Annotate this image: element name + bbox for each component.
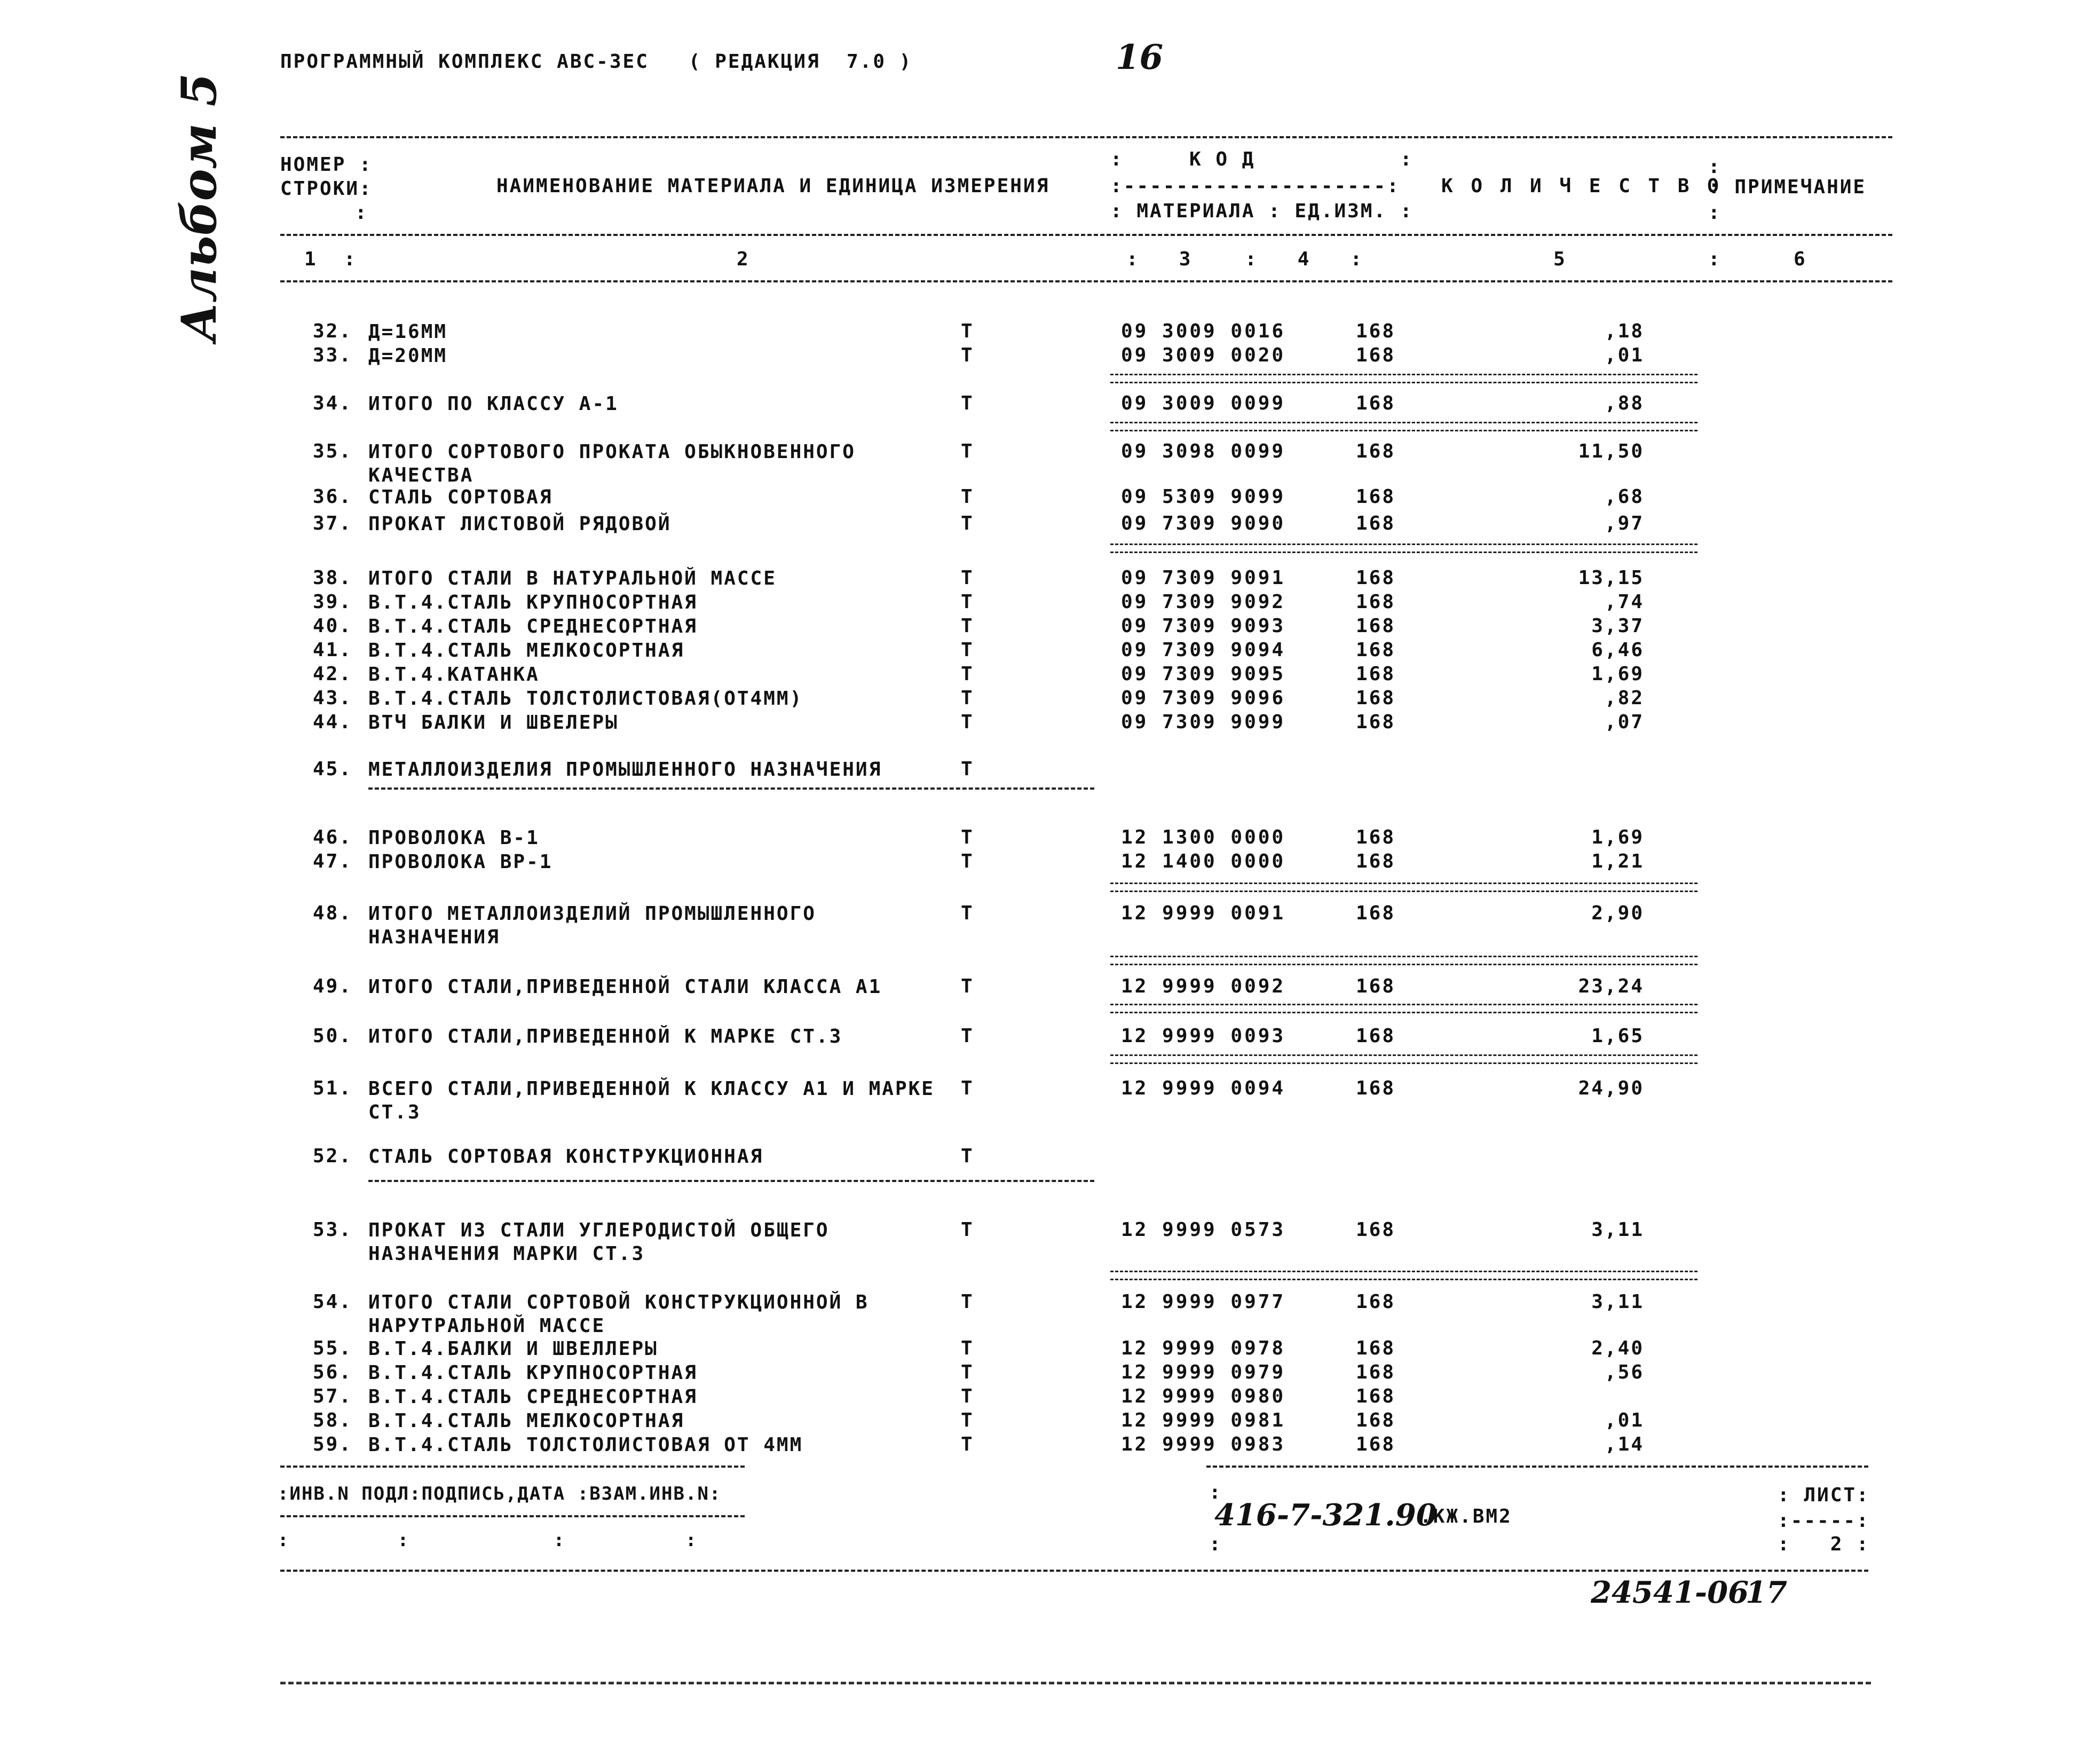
unit-code: 168 [1356, 639, 1396, 661]
row-number: 48. [312, 902, 352, 924]
code-header-bottom: : МАТЕРИАЛА : ЕД.ИЗМ. : [1110, 200, 1414, 222]
material-name: ПРОКАТ ЛИСТОВОЙ РЯДОВОЙ [368, 513, 672, 535]
doc-code-printed: .КЖ.ВМ2 [1420, 1506, 1512, 1527]
unit-code: 168 [1356, 975, 1396, 997]
unit: Т [961, 1291, 974, 1313]
unit: Т [961, 687, 974, 709]
subtotal-rule [1110, 1004, 1698, 1013]
material-code: 12 9999 0093 [1121, 1025, 1286, 1047]
row-number: 39. [312, 591, 352, 613]
note-header-line3: : [1708, 202, 1722, 224]
unit-code: 168 [1356, 1433, 1396, 1455]
unit: Т [961, 1337, 974, 1359]
unit: Т [961, 1145, 974, 1167]
unit-code: 168 [1356, 1385, 1396, 1407]
quantity: ,07 [1604, 711, 1644, 733]
unit-code: 168 [1356, 663, 1396, 685]
row-number: 41. [312, 639, 352, 661]
material-name: ВСЕГО СТАЛИ,ПРИВЕДЕННОЙ К КЛАССУ А1 И МАРКЕ СТ.3 [368, 1078, 935, 1123]
sheet-separator: :-----: [1778, 1510, 1870, 1532]
material-name: ИТОГО СТАЛИ В НАТУРАЛЬНОЙ МАССЕ [368, 568, 777, 589]
unit: Т [961, 826, 974, 848]
quantity: 6,46 [1591, 639, 1644, 661]
unit-code: 168 [1356, 687, 1396, 709]
unit: Т [961, 639, 974, 661]
row-number: 57. [312, 1385, 352, 1407]
material-code: 12 9999 0979 [1121, 1361, 1286, 1383]
row-number: 59. [312, 1433, 352, 1455]
material-code: 12 9999 0092 [1121, 975, 1286, 997]
section-rule [368, 787, 1094, 790]
row-number: 47. [312, 850, 352, 872]
unit-code: 168 [1356, 902, 1396, 924]
unit: Т [961, 567, 974, 589]
material-code: 12 9999 0978 [1121, 1337, 1286, 1359]
row-number: 54. [312, 1291, 352, 1313]
page-bottom-rule [280, 1682, 1871, 1684]
unit-code: 168 [1356, 486, 1396, 508]
row-number: 38. [312, 567, 352, 589]
quantity: ,01 [1604, 344, 1644, 366]
material-name: В.Т.4.СТАЛЬ СРЕДНЕСОРТНАЯ [368, 616, 698, 637]
quantity: 1,65 [1591, 1025, 1644, 1047]
unit-code: 168 [1356, 344, 1396, 366]
quantity: 2,40 [1591, 1337, 1644, 1359]
material-code: 12 9999 0981 [1121, 1409, 1286, 1431]
quantity: 1,69 [1591, 826, 1644, 848]
col2-header: НАИМЕНОВАНИЕ МАТЕРИАЛА И ЕДИНИЦА ИЗМЕРЕНИЯ [496, 175, 1050, 197]
material-name: В.Т.4.СТАЛЬ КРУПНОСОРТНАЯ [368, 1362, 698, 1384]
quantity: 23,24 [1578, 975, 1644, 997]
sheet-number: : 2 : [1778, 1533, 1870, 1555]
material-code: 12 9999 0983 [1121, 1433, 1286, 1455]
col1-header-line1: НОМЕР : [280, 154, 373, 176]
unit: Т [961, 1433, 974, 1455]
unit: Т [961, 850, 974, 872]
unit: Т [961, 758, 974, 780]
unit-code: 168 [1356, 826, 1396, 848]
material-code: 09 5309 9099 [1121, 486, 1286, 508]
unit-code: 168 [1356, 320, 1396, 342]
material-name: Д=20ММ [368, 345, 448, 367]
material-name: ИТОГО МЕТАЛЛОИЗДЕЛИЙ ПРОМЫШЛЕННОГО НАЗНАЧЕНИЯ [368, 903, 816, 948]
quantity: 3,11 [1591, 1291, 1644, 1313]
quantity: 1,21 [1591, 850, 1644, 872]
row-number: 56. [312, 1361, 352, 1383]
material-code: 09 3009 0099 [1121, 392, 1286, 414]
handwritten-page-number: 17 [1746, 1575, 1787, 1610]
material-name: ИТОГО СОРТОВОГО ПРОКАТА ОБЫКНОВЕННОГО КАЧЕСТВА [368, 441, 856, 486]
material-code: 09 7309 9092 [1121, 591, 1286, 613]
unit-code: 168 [1356, 711, 1396, 733]
unit-code: 168 [1356, 1409, 1396, 1431]
material-code: 12 9999 0091 [1121, 902, 1286, 924]
unit-code: 168 [1356, 1219, 1396, 1241]
unit-code: 168 [1356, 1077, 1396, 1099]
quantity: ,97 [1604, 513, 1644, 534]
material-name: В.Т.4.СТАЛЬ МЕЛКОСОРТНАЯ [368, 640, 685, 661]
material-code: 09 7309 9096 [1121, 687, 1286, 709]
material-code: 12 1300 0000 [1121, 826, 1286, 848]
subtotal-rule [1110, 543, 1698, 553]
unit: Т [961, 486, 974, 508]
quantity: ,88 [1604, 392, 1644, 414]
quantity: ,01 [1604, 1409, 1644, 1431]
unit: Т [961, 513, 974, 534]
quantity: ,74 [1604, 591, 1644, 613]
col-number-2: 2 [737, 248, 750, 270]
material-name: СТАЛЬ СОРТОВАЯ КОНСТРУКЦИОННАЯ [368, 1146, 764, 1168]
unit-code: 168 [1356, 1361, 1396, 1383]
quantity: ,14 [1604, 1433, 1644, 1455]
subtotal-rule [1110, 956, 1698, 965]
doc-code-handwritten: 416-7-321.90 [1214, 1498, 1437, 1533]
sheet-label: : ЛИСТ: [1778, 1484, 1870, 1506]
row-number: 52. [312, 1145, 352, 1167]
material-code: 09 7309 9095 [1121, 663, 1286, 685]
unit: Т [961, 615, 974, 637]
row-number: 35. [312, 440, 352, 462]
material-name: ВТЧ БАЛКИ И ШВЕЛЕРЫ [368, 712, 619, 734]
quantity: 3,11 [1591, 1219, 1644, 1241]
subtotal-rule [1110, 422, 1698, 431]
unit: Т [961, 392, 974, 414]
quantity: 11,50 [1578, 440, 1644, 462]
quantity: ,56 [1604, 1361, 1644, 1383]
unit-code: 168 [1356, 392, 1396, 414]
row-number: 32. [312, 320, 352, 342]
unit-code: 168 [1356, 615, 1396, 637]
unit: Т [961, 975, 974, 997]
footer-top-rule-right [1206, 1466, 1868, 1468]
quantity: 13,15 [1578, 567, 1644, 589]
row-number: 43. [312, 687, 352, 709]
row-number: 44. [312, 711, 352, 733]
material-code: 09 3009 0020 [1121, 344, 1286, 366]
col-number-1: 1 : [304, 248, 357, 270]
stamp-empty-row: : : : : [278, 1530, 698, 1551]
archive-number: 24541-06 [1591, 1575, 1749, 1610]
row-number: 51. [312, 1077, 352, 1099]
row-number: 36. [312, 486, 352, 508]
footer-bottom-rule [280, 1570, 1868, 1572]
unit: Т [961, 663, 974, 685]
material-name: В.Т.4.СТАЛЬ ТОЛСТОЛИСТОВАЯ ОТ 4ММ [368, 1434, 803, 1456]
col1-header-line2: СТРОКИ: [280, 178, 373, 200]
quantity: ,68 [1604, 486, 1644, 508]
material-name: ПРОВОЛОКА В-1 [368, 827, 540, 849]
material-name: МЕТАЛЛОИЗДЕЛИЯ ПРОМЫШЛЕННОГО НАЗНАЧЕНИЯ [368, 759, 882, 781]
material-code: 09 3009 0016 [1121, 320, 1286, 342]
col-number-3-4: : 3 : 4 : [1126, 248, 1364, 270]
subtotal-rule [1110, 374, 1698, 383]
row-number: 34. [312, 392, 352, 414]
row-number: 40. [312, 615, 352, 637]
unit-code: 168 [1356, 1025, 1396, 1047]
material-name: В.Т.4.СТАЛЬ СРЕДНЕСОРТНАЯ [368, 1386, 698, 1408]
note-header-line1: : [1708, 156, 1722, 178]
unit: Т [961, 440, 974, 462]
row-number: 49. [312, 975, 352, 997]
unit-code: 168 [1356, 440, 1396, 462]
stamp-mid-rule [280, 1515, 745, 1517]
material-code: 12 1400 0000 [1121, 850, 1286, 872]
row-number: 50. [312, 1025, 352, 1047]
unit: Т [961, 1025, 974, 1047]
unit: Т [961, 711, 974, 733]
material-name: В.Т.4.СТАЛЬ КРУПНОСОРТНАЯ [368, 592, 698, 613]
col-number-sep: : [1708, 248, 1722, 270]
row-number: 42. [312, 663, 352, 685]
row-number: 45. [312, 758, 352, 780]
material-name: В.Т.4.СТАЛЬ МЕЛКОСОРТНАЯ [368, 1410, 685, 1432]
unit-code: 168 [1356, 850, 1396, 872]
quantity: ,18 [1604, 320, 1644, 342]
material-name: ИТОГО СТАЛИ,ПРИВЕДЕННОЙ К МАРКЕ СТ.3 [368, 1026, 843, 1047]
section-rule [368, 1180, 1094, 1182]
unit: Т [961, 1077, 974, 1099]
program-title: ПРОГРАММНЫЙ КОМПЛЕКС АВС-3ЕС ( РЕДАКЦИЯ 7.0 ) [280, 51, 913, 73]
material-name: ПРОВОЛОКА ВР-1 [368, 851, 553, 873]
page-number: 16 [1116, 37, 1164, 77]
material-code: 09 7309 9093 [1121, 615, 1286, 637]
unit-code: 168 [1356, 513, 1396, 534]
material-code: 09 3098 0099 [1121, 440, 1286, 462]
unit-code: 168 [1356, 591, 1396, 613]
material-name: Д=16ММ [368, 321, 448, 343]
unit: Т [961, 1361, 974, 1383]
row-number: 46. [312, 826, 352, 848]
material-code: 12 9999 0980 [1121, 1385, 1286, 1407]
material-code: 09 7309 9094 [1121, 639, 1286, 661]
subtotal-rule [1110, 883, 1698, 892]
footer-top-rule-left [280, 1466, 745, 1468]
material-code: 09 7309 9090 [1121, 513, 1286, 534]
material-code: 09 7309 9099 [1121, 711, 1286, 733]
quantity: ,82 [1604, 687, 1644, 709]
quantity-header: К О Л И Ч Е С Т В О [1441, 175, 1722, 197]
unit: Т [961, 591, 974, 613]
material-code: 09 7309 9091 [1121, 567, 1286, 589]
stamp-header: :ИНВ.N ПОДЛ:ПОДПИСЬ,ДАТА :ВЗАМ.ИНВ.N: [278, 1483, 722, 1504]
subtotal-rule [1110, 1054, 1698, 1064]
material-code: 12 9999 0977 [1121, 1291, 1286, 1313]
col1-header-line3: : [355, 202, 368, 224]
material-name: ИТОГО СТАЛИ,ПРИВЕДЕННОЙ СТАЛИ КЛАССА А1 [368, 976, 882, 998]
doc-code-colon: : [1209, 1533, 1222, 1555]
unit-code: 168 [1356, 567, 1396, 589]
quantity: 2,90 [1591, 902, 1644, 924]
row-number: 58. [312, 1409, 352, 1431]
code-header-top: : К О Д : [1110, 148, 1414, 170]
row-number: 53. [312, 1219, 352, 1241]
quantity: 3,37 [1591, 615, 1644, 637]
unit: Т [961, 1409, 974, 1431]
album-side-label: Альбом 5 [171, 73, 227, 342]
col-number-6: 6 [1794, 248, 1807, 270]
code-header-mid: :--------------------: [1110, 175, 1400, 197]
unit: Т [961, 1219, 974, 1241]
row-number: 37. [312, 513, 352, 534]
unit: Т [961, 1385, 974, 1407]
quantity: 24,90 [1578, 1077, 1644, 1099]
subtotal-rule [1110, 1271, 1698, 1280]
col-number-5: 5 [1553, 248, 1567, 270]
material-name: ИТОГО ПО КЛАССУ А-1 [368, 393, 619, 415]
unit: Т [961, 344, 974, 366]
material-name: ПРОКАТ ИЗ СТАЛИ УГЛЕРОДИСТОЙ ОБЩЕГО НАЗНАЧЕНИЯ МАРКИ СТ.3 [368, 1219, 830, 1265]
material-code: 12 9999 0573 [1121, 1219, 1286, 1241]
material-name: СТАЛЬ СОРТОВАЯ [368, 486, 553, 508]
quantity: 1,69 [1591, 663, 1644, 685]
unit-code: 168 [1356, 1291, 1396, 1313]
material-name: В.Т.4.КАТАНКА [368, 664, 540, 686]
row-number: 55. [312, 1337, 352, 1359]
material-code: 12 9999 0094 [1121, 1077, 1286, 1099]
row-number: 33. [312, 344, 352, 366]
doc-code-prefix: : [1209, 1482, 1222, 1503]
material-name: В.Т.4.БАЛКИ И ШВЕЛЛЕРЫ [368, 1338, 658, 1360]
unit: Т [961, 902, 974, 924]
unit: Т [961, 320, 974, 342]
unit-code: 168 [1356, 1337, 1396, 1359]
material-name: В.Т.4.СТАЛЬ ТОЛСТОЛИСТОВАЯ(ОТ4ММ) [368, 688, 803, 710]
note-header: : ПРИМЕЧАНИЕ [1708, 176, 1867, 198]
material-name: ИТОГО СТАЛИ СОРТОВОЙ КОНСТРУКЦИОННОЙ В НАРУТРАЛЬНОЙ МАССЕ [368, 1291, 869, 1337]
